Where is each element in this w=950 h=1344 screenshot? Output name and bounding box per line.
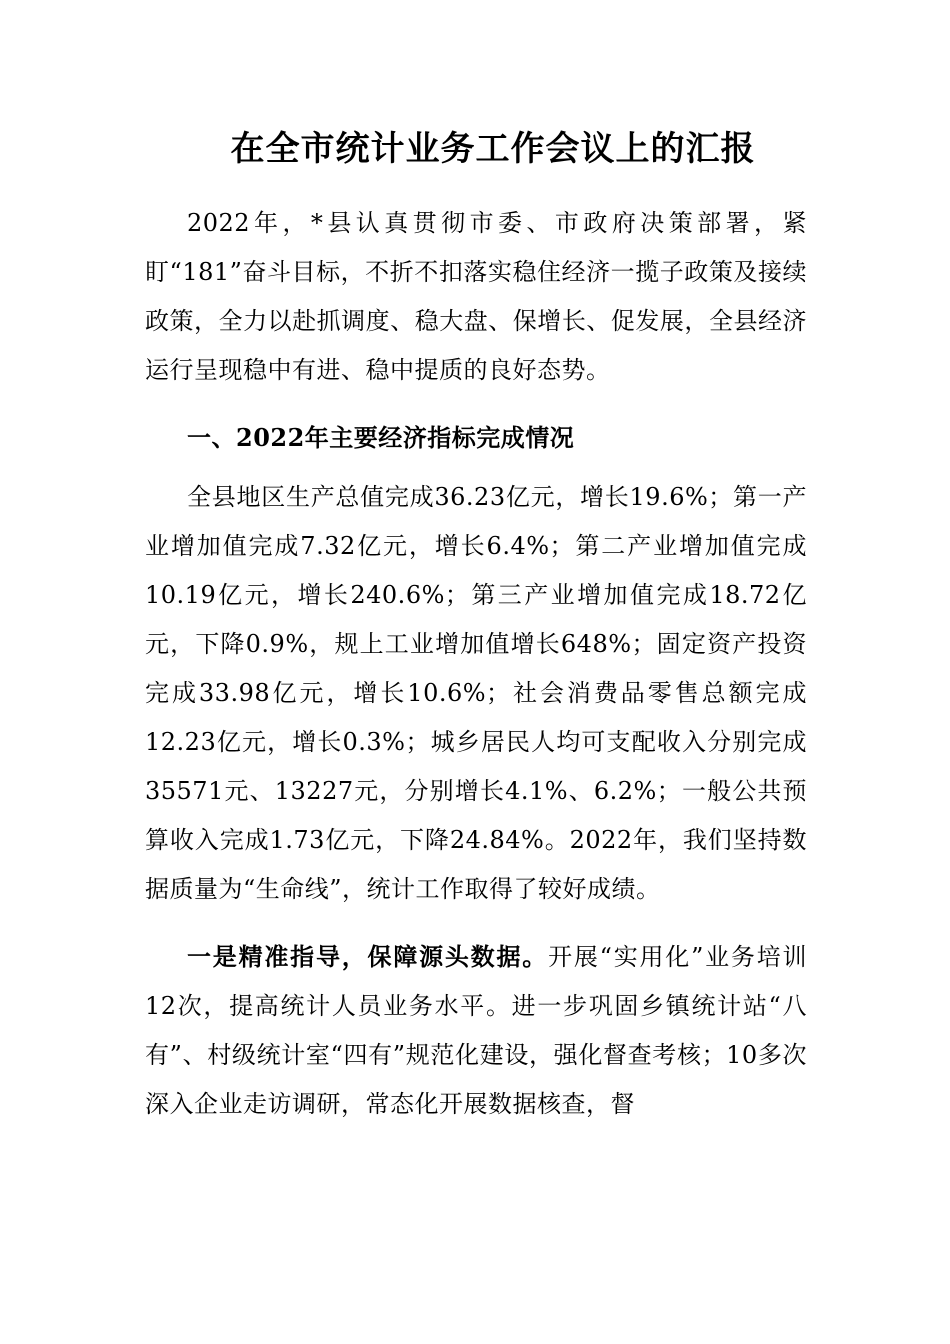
guidance-paragraph [145, 932, 807, 1129]
indicators-paragraph: 全县地区生产总值完成36.23亿元，增长19.6%；第一产业增加值完成7.32亿元，增长6.4%；第二产业增加值完成10.19亿元，增长240.6%；第三产业增加值完成18.72亿元，下降0.9%，规上工业增加值增长648%；固定资产投资完成33.98亿元，增长10.6%；社会消费品零售总额完成12.23亿元，增长0.3%；城乡居民人均可支配收入分别完成35571元、13227元，分别增长4.1%、6.2%；一般公共预算收入完成1.73亿元，下降24.84%。2022年，我们坚持数据质量为“生命线”，统计工作取得了较好成绩。 [145, 483, 807, 903]
paragraph-lead-text: 一是精准指导，保障源头数据。 [187, 942, 549, 971]
document-title: 在全市统计业务工作会议上的汇报 [230, 129, 756, 169]
paragraph-body-text: 开展“实用化”业务培训12次，提高统计人员业务水平。进一步巩固乡镇统计站“八有”、村级统计室“四有”规范化建设，强化督查考核；10多次深入企业走访调研，常态化开展数据核查，督 [145, 943, 807, 1118]
intro-paragraph: 2022年，*县认真贯彻市委、市政府决策部署，紧盯“181”奋斗目标，不折不扣落实稳住经济一揽子政策及接续政策，全力以赴抓调度、稳大盘、保增长、促发展，全县经济运行呈现稳中有进、稳中提质的良好态势。 [145, 209, 807, 384]
section-heading-1: 一、2022年主要经济指标完成情况 [187, 423, 575, 452]
